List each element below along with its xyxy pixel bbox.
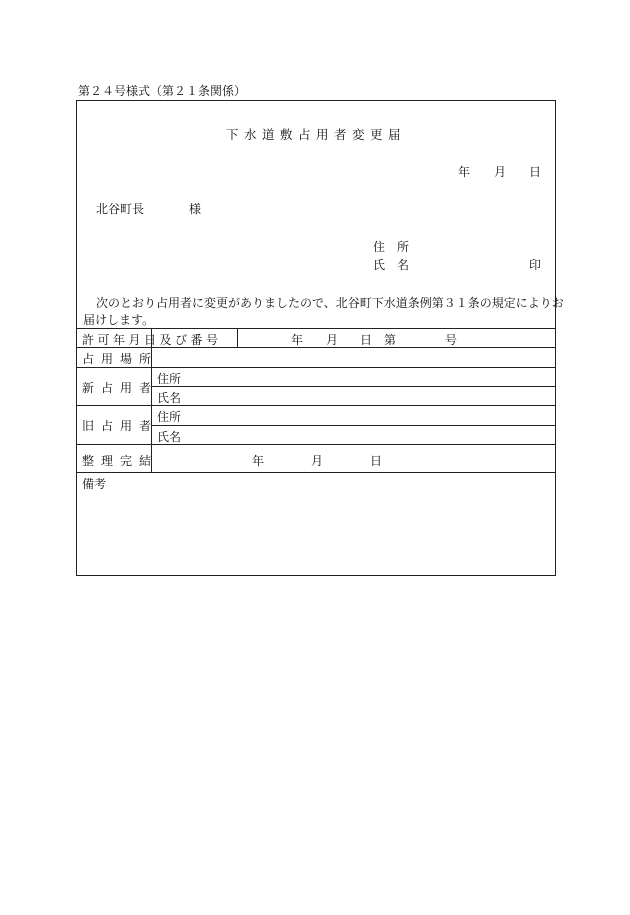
old-address-label: 住所 [157, 410, 182, 424]
row-divider [77, 444, 555, 445]
row-divider [151, 425, 555, 426]
row-divider [77, 367, 555, 368]
completion-year: 年 [252, 454, 265, 468]
place-label: 占用場所 [82, 352, 159, 366]
permit-year: 年 [291, 333, 304, 347]
permit-month: 月 [326, 333, 339, 347]
statement-line-2: 届けします。 [83, 313, 155, 327]
permit-dai: 第 [384, 333, 397, 347]
applicant-name-label: 氏 名 [373, 258, 410, 272]
completion-label: 整理完結 [82, 454, 159, 468]
old-occupant-label: 旧占用者 [82, 419, 159, 433]
permit-go: 号 [445, 333, 458, 347]
addressee-name: 北谷町長 [96, 202, 145, 216]
addressee-honorific: 様 [189, 202, 202, 216]
row-divider [77, 405, 555, 406]
date-month: 月 [494, 165, 507, 179]
row-divider [77, 472, 555, 473]
statement-line-1: 次のとおり占用者に変更がありましたので、北谷町下水道条例第３１条の規定によりお [96, 296, 564, 310]
form-title: 下水道敷占用者変更届 [225, 127, 406, 142]
applicant-address-label: 住 所 [373, 240, 410, 254]
date-day: 日 [529, 165, 542, 179]
completion-day: 日 [370, 454, 383, 468]
date-year: 年 [458, 165, 471, 179]
row-divider [151, 386, 555, 387]
new-name-label: 氏名 [157, 391, 182, 405]
form-caption: 第２４号様式（第２１条関係） [78, 84, 247, 98]
permit-label: 許可年月日及び番号 [82, 333, 222, 347]
column-divider [237, 328, 238, 347]
form-frame [76, 100, 564, 576]
completion-month: 月 [311, 454, 324, 468]
row-divider [77, 328, 555, 329]
remarks-label: 備考 [82, 477, 107, 491]
old-name-label: 氏名 [157, 430, 182, 444]
seal-mark: 印 [529, 258, 542, 272]
permit-day: 日 [360, 333, 373, 347]
new-address-label: 住所 [157, 372, 182, 386]
new-occupant-label: 新占用者 [82, 381, 159, 395]
